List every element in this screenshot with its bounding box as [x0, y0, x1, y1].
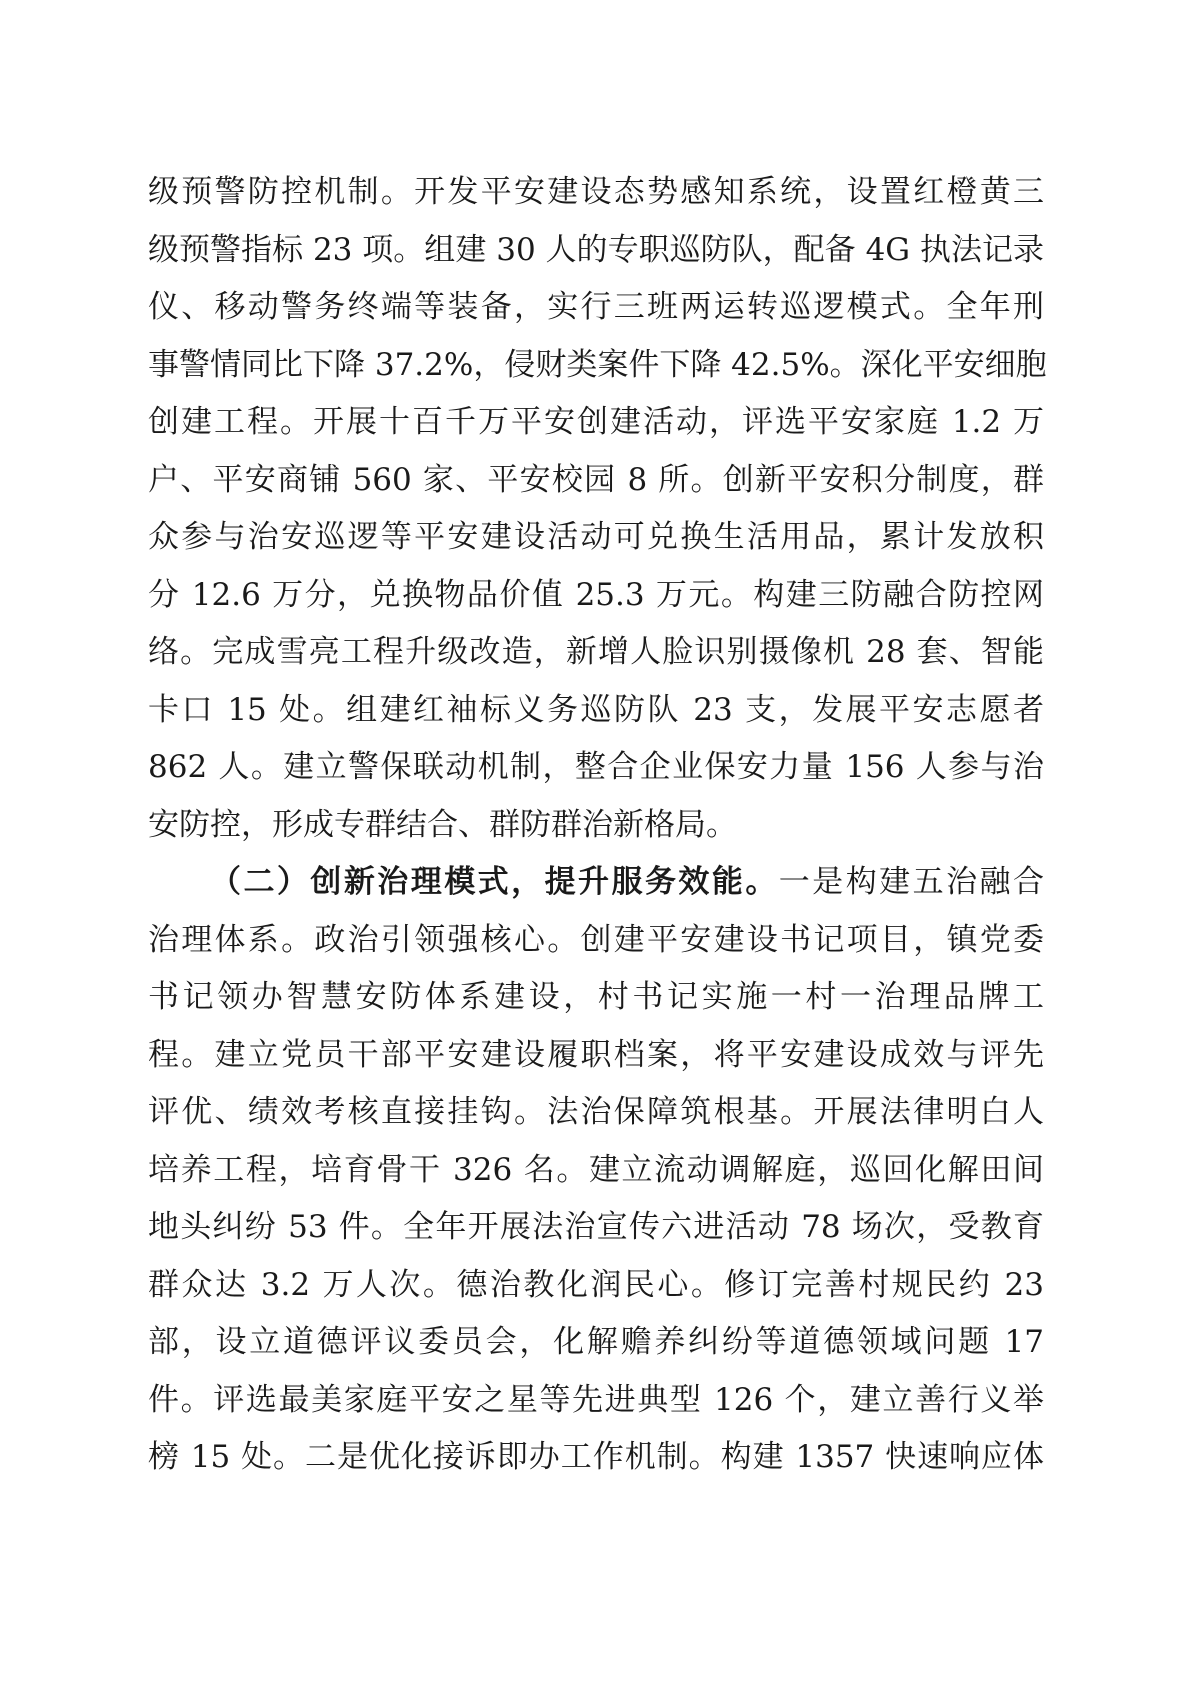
text-line: 事警情同比下降 37.2%，侵财类案件下降 42.5%。深化平安细胞 — [148, 346, 1047, 383]
text-line: 络。完成雪亮工程升级改造，新增人脸识别摄像机 28 套、智能 — [148, 634, 1044, 670]
text-line: 评优、绩效考核直接挂钩。法治保障筑根基。开展法律明白人 — [148, 1094, 1044, 1130]
text-line: 卡口 15 处。组建红袖标义务巡防队 23 支，发展平安志愿者 — [148, 691, 1044, 728]
text-line: 榜 15 处。二是优化接诉即办工作机制。构建 1357 快速响应体 — [148, 1439, 1044, 1475]
text-line: 部，设立道德评议委员会，化解赡养纠纷等道德领域问题 17 — [148, 1324, 1044, 1360]
text-line: 程。建立党员干部平安建设履职档案，将平安建设成效与评先 — [148, 1036, 1044, 1073]
text-line: 仪、移动警务终端等装备，实行三班两运转巡逻模式。全年刑 — [148, 289, 1044, 325]
section-heading-line — [148, 854, 1044, 912]
text-line: 书记领办智慧安防体系建设，村书记实施一村一治理品牌工 — [148, 979, 1044, 1015]
paragraph-2 — [148, 854, 1044, 1487]
text-line: 件。评选最美家庭平安之星等先进典型 126 个，建立善行义举 — [148, 1381, 1044, 1418]
text-line: 群众达 3.2 万人次。德治教化润民心。修订完善村规民约 23 — [148, 1266, 1044, 1303]
text-line: 分 12.6 万分，兑换物品价值 25.3 万元。构建三防融合防控网 — [148, 576, 1044, 613]
text-line: 户、平安商铺 560 家、平安校园 8 所。创新平安积分制度，群 — [148, 461, 1044, 498]
text-line: 培养工程，培育骨干 326 名。建立流动调解庭，巡回化解田间 — [148, 1151, 1044, 1188]
section-heading: （二）创新治理模式，提升服务效能。 — [210, 864, 779, 900]
paragraph-1 — [148, 164, 1047, 854]
text-line: 创建工程。开展十百千万平安创建活动，评选平安家庭 1.2 万 — [148, 404, 1044, 440]
text-line: 862 人。建立警保联动机制，整合企业保安力量 156 人参与治 — [148, 749, 1044, 785]
heading-line-rest: 一是构建五治融合 — [778, 864, 1045, 900]
text-line: 治理体系。政治引领强核心。创建平安建设书记项目，镇党委 — [148, 921, 1044, 958]
text-line: 级预警防控机制。开发平安建设态势感知系统，设置红橙黄三 — [148, 174, 1044, 210]
text-line: 众参与治安巡逻等平安建设活动可兑换生活用品，累计发放积 — [148, 519, 1044, 555]
text-line: 级预警指标 23 项。组建 30 人的专职巡防队，配备 4G 执法记录 — [148, 231, 1044, 268]
text-line: 地头纠纷 53 件。全年开展法治宣传六进活动 78 场次，受教育 — [148, 1209, 1044, 1245]
body-text — [148, 164, 1047, 1487]
text-line: 安防控，形成专群结合、群防群治新格局。 — [148, 806, 737, 843]
